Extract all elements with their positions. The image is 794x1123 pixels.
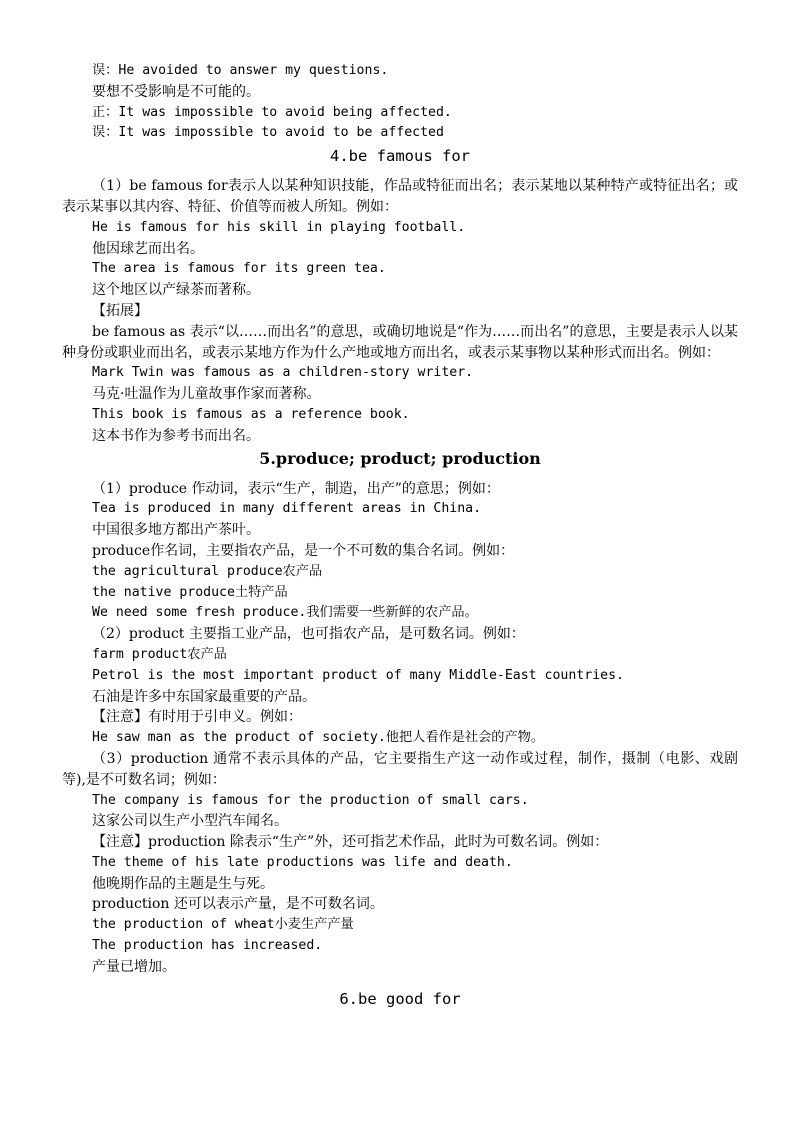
section-5-line: （2）product 主要指工业产品，也可指农产品，是可数名词。例如：	[92, 626, 525, 643]
example-line: Petrol is the most important product of many Middle-East countries.	[92, 667, 624, 683]
section-5-heading: 5.produce; product; production	[259, 448, 541, 468]
example-line: The theme of his late productions was life and death.	[92, 854, 513, 870]
document-body	[62, 61, 738, 1019]
example-line: This book is famous as a reference book.	[92, 406, 410, 422]
translation-line: 这本书作为参考书而出名。	[92, 427, 260, 444]
translation-line: 这家公司以生产小型汽车闻名。	[92, 813, 288, 830]
extension-label: 【拓展】	[92, 302, 148, 319]
example-line: the native produce土特产品	[92, 584, 288, 600]
section-6-heading: 6.be good for	[339, 989, 461, 1008]
section-5-paragraph-3: （3）production 通常不表示具体的产品，它主要指生产这一动作或过程，制作，摄制（电影、戏剧等),是不可数名词；例如：	[62, 750, 738, 788]
translation-line: 石油是许多中东国家最重要的产品。	[92, 688, 316, 705]
section-4-paragraph-1: （1）be famous for表示人以某种知识技能，作品或特征而出名；表示某地以某种特产或特征出名；或表示某事以其内容、特征、价值等而被人所知。例如：	[62, 178, 738, 215]
translation-line: 马克·吐温作为儿童故事作家而著称。	[92, 386, 321, 403]
translation-line: 产量已增加。	[92, 958, 176, 975]
note-line: 【注意】有时用于引申义。例如：	[92, 709, 302, 726]
note-line: 【注意】production 除表示“生产”外，还可指艺术作品，此时为可数名词。例如：	[92, 834, 609, 851]
intro-line: 正：It was impossible to avoid being affected.	[92, 104, 452, 120]
section-4-paragraph-2: be famous as 表示“以……而出名”的意思，或确切地说是“作为……而出名”的意思，主要是表示人以某种身份或职业而出名，或表示某地方作为什么产地或地方而出名，或表示某事物以某种形式而出名。例如：	[62, 323, 738, 361]
section-4-heading: 4.be famous for	[330, 147, 470, 166]
example-line: The company is famous for the production of small cars.	[92, 792, 529, 808]
example-line: He saw man as the product of society.他把人看作是社会的产物。	[92, 730, 545, 746]
translation-line: 这个地区以产绿茶而著称。	[92, 282, 260, 299]
translation-line: 他晚期作品的主题是生与死。	[92, 875, 274, 892]
example-line: Tea is produced in many different areas in China.	[92, 501, 482, 517]
example-line: Mark Twin was famous as a children-story writer.	[92, 365, 474, 381]
example-line: the agricultural produce农产品	[92, 563, 323, 579]
intro-line: 误：He avoided to answer my questions.	[92, 63, 389, 78]
section-5-line: production 还可以表示产量，是不可数名词。	[92, 896, 384, 913]
intro-line: 误：It was impossible to avoid to be affected	[92, 125, 444, 141]
section-5-line: produce作名词，主要指农产品，是一个不可数的集合名词。例如：	[92, 542, 515, 559]
example-line: The area is famous for its green tea.	[92, 261, 386, 277]
section-5-line: （1）produce 作动词，表示“生产，制造，出产”的意思；例如：	[92, 480, 500, 497]
example-line: He is famous for his skill in playing football.	[92, 219, 466, 235]
translation-line: 中国很多地方都出产茶叶。	[92, 522, 260, 539]
intro-line: 要想不受影响是不可能的。	[92, 83, 260, 100]
example-line: We need some fresh produce.我们需要一些新鲜的农产品。	[92, 605, 478, 621]
example-line: the production of wheat小麦生产产量	[92, 917, 354, 933]
example-line: The production has increased.	[92, 938, 323, 954]
example-line: farm product农产品	[92, 646, 227, 662]
translation-line: 他因球艺而出名。	[92, 240, 204, 257]
